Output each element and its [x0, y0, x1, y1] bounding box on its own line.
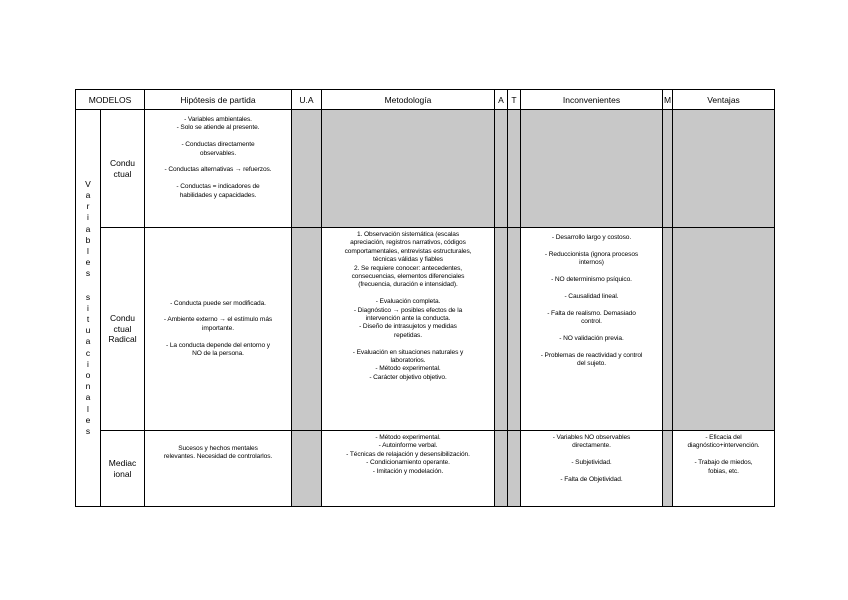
- text-line: - Conductas directamente: [181, 141, 255, 149]
- text-line: - Evaluación en situaciones naturales y: [352, 348, 464, 356]
- vertical-letter: s: [85, 291, 91, 302]
- m-cell: [663, 431, 673, 507]
- vertical-letter: a: [85, 336, 91, 347]
- header-row: [76, 90, 775, 110]
- text-line: - La conducta depende del entorno y: [166, 341, 270, 349]
- spacer: [76, 280, 100, 292]
- text-line: diagnóstico+intervención.: [687, 442, 760, 450]
- spacer: [145, 333, 291, 341]
- header-metodologia: Metodología: [322, 90, 495, 110]
- text-line: comportamentales, entrevistas estructurales,: [344, 247, 472, 255]
- text-line: - Método experimental.: [375, 434, 441, 441]
- spacer: [145, 158, 291, 166]
- inconvenientes-cell: [521, 110, 663, 228]
- text-line: - Eficacia del: [705, 434, 742, 441]
- text-line: ional: [113, 468, 132, 479]
- vertical-letter: c: [85, 347, 91, 358]
- text-line: - Problemas de reactividad y control: [540, 351, 643, 359]
- vertical-letter: t: [86, 314, 90, 324]
- vertical-letter: a: [85, 392, 91, 403]
- metodologia-cell: [322, 110, 495, 228]
- text-line: Mediac: [108, 458, 137, 468]
- spacer: [521, 301, 662, 309]
- text-line: Radical: [108, 334, 137, 345]
- text-line: Condu: [109, 158, 136, 168]
- spacer: [145, 133, 291, 141]
- text-line: - Conductas alternativas → refuerzos.: [164, 166, 272, 174]
- vertical-letter: e: [85, 257, 91, 268]
- hipotesis-cell: [145, 431, 292, 507]
- text-line: habilidades y capacidades.: [179, 191, 257, 199]
- spacer: [521, 326, 662, 334]
- inconvenientes-cell: [521, 431, 663, 507]
- text-line: - Diagnóstico → posibles efectos de la: [353, 306, 463, 314]
- vertical-letter: a: [85, 189, 91, 200]
- metodologia-cell: [322, 228, 495, 431]
- spacer: [521, 242, 662, 250]
- vertical-letter: n: [85, 381, 91, 392]
- text-line: - Trabajo de miedos,: [694, 459, 753, 467]
- text-line: - Reduccionista (ignora procesos: [544, 250, 639, 258]
- text-line: Sucesos y hechos mentales: [178, 445, 258, 452]
- text-line: - Condicionamiento operante.: [366, 459, 450, 467]
- vertical-letter: u: [85, 325, 91, 336]
- m-cell: [663, 228, 673, 431]
- ua-cell: [292, 110, 322, 228]
- table-row: [76, 431, 775, 507]
- row-label-conductual: [101, 110, 145, 228]
- vertical-letter: l: [87, 245, 89, 256]
- spacer: [145, 175, 291, 183]
- vertical-letter: l: [87, 403, 89, 414]
- t-cell: [508, 228, 521, 431]
- m-cell: [663, 110, 673, 228]
- text-line: importante.: [202, 324, 234, 332]
- a-cell: [495, 110, 508, 228]
- vertical-letter: e: [85, 414, 91, 425]
- text-line: apreciación, registros narrativos, códigos: [350, 239, 466, 247]
- spacer: [521, 284, 662, 292]
- text-line: - Variables ambientales.: [184, 116, 252, 123]
- inconvenientes-cell: [521, 228, 663, 431]
- table-row: [76, 228, 775, 431]
- spacer: [521, 268, 662, 276]
- header-t: T: [508, 90, 521, 110]
- spacer: [322, 340, 494, 348]
- text-line: - NO validación previa.: [559, 334, 624, 342]
- text-line: NO de la persona.: [192, 350, 244, 357]
- text-line: - Conducta puede ser modificada.: [170, 299, 266, 307]
- header-hipotesis: Hipótesis de partida: [145, 90, 292, 110]
- metodologia-cell: [322, 431, 495, 507]
- text-line: observables.: [199, 149, 237, 157]
- spacer: [145, 308, 291, 316]
- t-cell: [508, 431, 521, 507]
- spacer: [521, 468, 662, 476]
- header-ventajas: Ventajas: [673, 90, 775, 110]
- text-line: - Método experimental.: [375, 365, 441, 373]
- header-m: M: [663, 90, 673, 110]
- header-modelos: MODELOS: [76, 90, 145, 110]
- ua-cell: [292, 431, 322, 507]
- text-line: control.: [581, 318, 602, 325]
- text-line: - Subjetividad.: [571, 459, 612, 467]
- text-line: - Desarrollo largo y costoso.: [551, 234, 632, 241]
- vertical-letter: a: [85, 223, 91, 234]
- text-line: del sujeto.: [577, 360, 606, 367]
- a-cell: [495, 228, 508, 431]
- row-label-conductual-radical: [101, 228, 145, 431]
- vertical-letter: s: [85, 268, 91, 279]
- text-line: - Diseño de intrasujetos y medidas: [359, 323, 457, 331]
- text-line: laboratorios.: [390, 357, 426, 365]
- vertical-letter: s: [85, 426, 91, 437]
- text-line: - Técnicas de relajación y desensibilización.: [346, 450, 470, 458]
- row-label-mediacional: [101, 431, 145, 507]
- text-line: - Imitación y modelación.: [372, 467, 444, 475]
- vertical-letter: V: [85, 178, 91, 189]
- vertical-letter: b: [85, 234, 91, 245]
- t-cell: [508, 110, 521, 228]
- text-line: - NO determinismo psíquico.: [551, 276, 632, 283]
- vertical-letter: i: [87, 212, 89, 223]
- text-line: fobias, etc.: [708, 467, 739, 475]
- vertical-letter: r: [86, 201, 90, 212]
- text-line: ctual: [113, 168, 132, 179]
- text-line: - Ambiente externo → el estímulo más: [163, 316, 273, 324]
- group-label-variables-situacionales: [76, 110, 101, 507]
- text-line: (frecuencia, duración e intensidad).: [358, 281, 458, 289]
- ventajas-cell: [673, 110, 775, 228]
- spacer: [521, 451, 662, 459]
- text-line: - Carácter objetivo objetivo.: [369, 373, 447, 381]
- text-line: directamente.: [572, 442, 611, 450]
- text-line: intervención ante la conducta.: [365, 315, 451, 323]
- ua-cell: [292, 228, 322, 431]
- text-line: ctual: [113, 323, 132, 334]
- text-line: - Falta de realismo. Demasiado: [547, 309, 636, 317]
- models-comparison-table: [75, 89, 775, 507]
- text-line: 2. Se requiere conocer: antecedentes,: [353, 264, 463, 272]
- hipotesis-cell: [145, 110, 292, 228]
- ventajas-cell: [673, 431, 775, 507]
- text-line: relevantes. Necesidad de controlarlos.: [163, 453, 273, 461]
- spacer: [322, 290, 494, 298]
- vertical-letter: i: [87, 302, 89, 313]
- text-line: - Conductas = indicadores de: [176, 183, 260, 191]
- text-line: - Variables NO observables: [552, 434, 631, 441]
- text-line: repetidas.: [394, 331, 422, 339]
- text-line: internos): [579, 259, 604, 267]
- text-line: consecuencias, elementos diferenciales: [351, 273, 465, 281]
- vertical-letter: i: [87, 358, 89, 369]
- text-line: técnicas válidas y fiables: [373, 256, 443, 264]
- hipotesis-cell: [145, 228, 292, 431]
- header-inconvenientes: Inconvenientes: [521, 90, 663, 110]
- spacer: [673, 451, 774, 459]
- text-line: - Causalidad lineal.: [564, 292, 619, 300]
- table-row: [76, 110, 775, 228]
- text-line: - Evaluación completa.: [375, 298, 441, 306]
- text-line: Condu: [109, 313, 136, 324]
- text-line: 1. Observación sistemática (escalas: [356, 231, 460, 238]
- text-line: - Falta de Objetividad.: [560, 476, 623, 483]
- text-line: - Solo se atiende al presente.: [176, 124, 260, 132]
- spacer: [521, 343, 662, 351]
- ventajas-cell: [673, 228, 775, 431]
- a-cell: [495, 431, 508, 507]
- header-a: A: [495, 90, 508, 110]
- vertical-letter: o: [85, 370, 91, 381]
- header-ua: U.A: [292, 90, 322, 110]
- text-line: - Autoinforme verbal.: [378, 442, 438, 450]
